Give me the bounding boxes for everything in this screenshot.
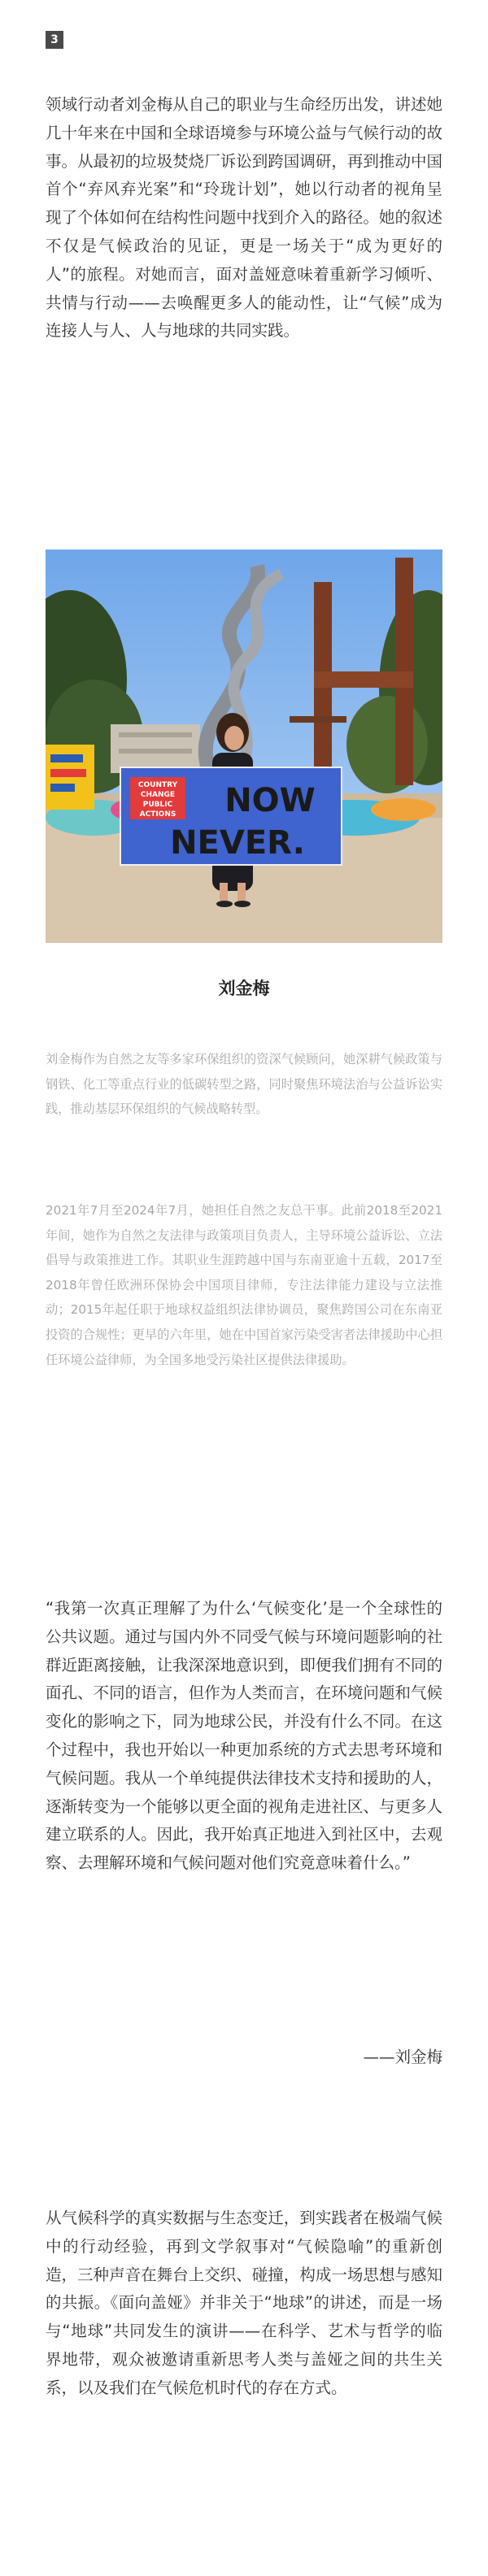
photo-caption-name: 刘金梅 bbox=[218, 979, 270, 998]
sign-small-text-0: COUNTRY bbox=[137, 781, 178, 789]
bio-paragraph-1: 刘金梅作为自然之友等多家环保组织的资深气候顾问，她深耕气候政策与钢铁、化工等重点行业的低碳转型之路，同时聚焦环境法治与公益诉讼实践，推动基层环保组织的气候战略转型。 bbox=[46, 1052, 442, 1117]
intro-paragraph: 领域行动者刘金梅从自己的职业与生命经历出发，讲述她几十年来在中国和全球语境参与环境公益与气候行动的故事。从最初的垃圾焚烧厂诉讼到跨国调研，再到推动中国首个“弃风弃光案”和“玲珑计划”，她以行动者的视角呈现了个体如何在结构性问题中找到介入的路径。她的叙述不仅是气候政治的见证，更是一场关于“成为更好的人”的旅程。对她而言，面对盖娅意味着重新学习倾听、共情与行动——去唤醒更多人的能动性，让“气候”成为连接人与人、人与地球的共同实践。 bbox=[46, 95, 442, 341]
sign-big-text-1: NEVER. bbox=[170, 824, 305, 862]
bio-paragraph-2: 2021年7月至2024年7月，她担任自然之友总干事。此前2018至2021年间，她作为自然之友法律与政策项目负责人，主导环境公益诉讼、立法倡导与政策推进工作。其职业生涯跨越中国与东南亚逾十五载，2017至2018年曾任欧洲环保协会中国项目律师，专注法律能力建设与立法推动；2015年起任职于地球权益组织法律协调员，聚焦跨国公司在东南亚投资的合规性；更早的六年里，她在中国首家污染受害者法律援助中心担任环境公益律师，为全国多地受污染社区提供法律援助。 bbox=[46, 1203, 442, 1367]
sign-small-text-2: PUBLIC bbox=[142, 801, 173, 809]
sign-small-text-1: CHANGE bbox=[140, 791, 176, 799]
portrait-photo bbox=[46, 550, 442, 943]
closing-paragraph: 从气候科学的真实数据与生态变迁，到实践者在极端气候中的行动经验，再到文学叙事对“气候隐喻”的重新创造，三种声音在舞台上交织、碰撞，构成一场思想与感知的共振。《面向盖娅》并非关于“地球”的讲述，而是一场与“地球”共同发生的演讲——在科学、艺术与哲学的临界地带，观众被邀请重新思考人类与盖娅之间的共生关系，以及我们在气候危机时代的存在方式。 bbox=[46, 2209, 442, 2397]
sign-big-text-0: NOW bbox=[224, 782, 316, 819]
section-number-badge: 3 bbox=[46, 31, 63, 49]
sign-small-text-3: ACTIONS bbox=[139, 810, 176, 819]
quote-paragraph: “我第一次真正理解了为什么‘气候变化’是一个全球性的公共议题。通过与国内外不同受气候与环境问题影响的社群近距离接触，让我深深地意识到，即便我们拥有不同的面孔、不同的语言，但作为人类而言，在环境问题和气候变化的影响之下，同为地球公民，并没有什么不同。在这个过程中，我也开始以一种更加系统的方式去思考环境和气候问题。我从一个单纯提供法律技术支持和援助的人，逐渐转变为一个能够以更全面的视角走进社区、与更多人建立联系的人。因此，我开始真正地进入到社区中，去观察、去理解环境和气候问题对他们究竟意味着什么。” bbox=[46, 1599, 442, 1873]
quote-attribution: ——刘金梅 bbox=[363, 2048, 442, 2066]
